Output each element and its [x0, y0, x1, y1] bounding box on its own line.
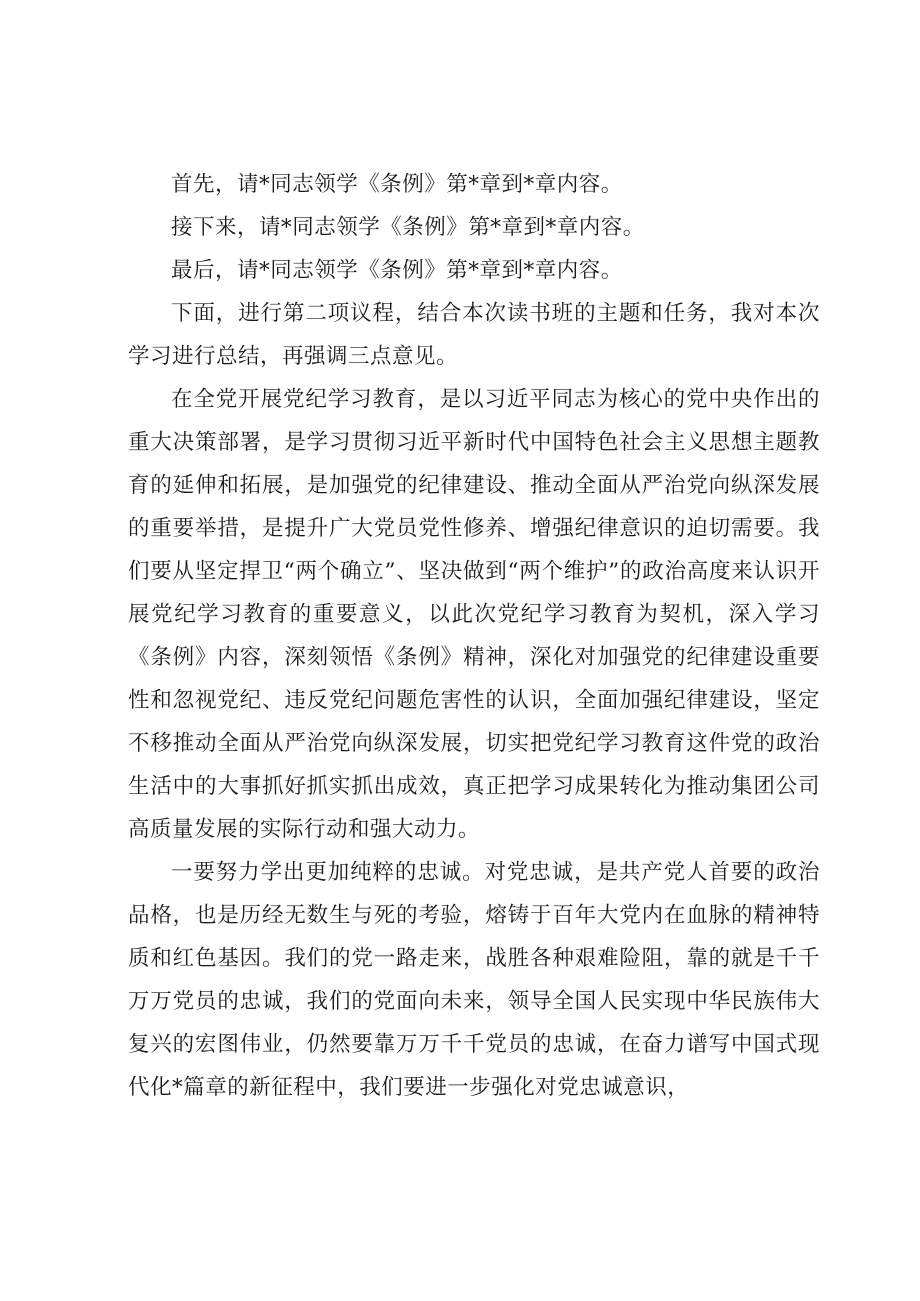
- paragraph-5: 在全党开展党纪学习教育，是以习近平同志为核心的党中央作出的重大决策部署，是学习贯彻习近平新时代中国特色社会主义思想主题教育的延伸和拓展，是加强党的纪律建设、推动全面从严治党向纵深发展的重要举措，是提升广大党员党性修养、增强纪律意识的迫切需要。我们要从坚定捍卫“两个确立”、坚决做到“两个维护”的政治高度来认识开展党纪学习教育的重要意义，以此次党纪学习教育为契机，深入学习《条例》内容，深刻领悟《条例》精神，深化对加强党的纪律建设重要性和忽视党纪、违反党纪问题危害性的认识，全面加强纪律建设，坚定不移推动全面从严治党向纵深发展，切实把党纪学习教育这件党的政治生活中的大事抓好抓实抓出成效，真正把学习成果转化为推动集团公司高质量发展的实际行动和强大动力。: [128, 387, 820, 842]
- paragraph-4: 下面，进行第二项议程，结合本次读书班的主题和任务，我对本次学习进行总结，再强调三点意见。: [128, 301, 820, 369]
- document-body: [128, 163, 820, 1109]
- paragraph-3: 最后，请*同志领学《条例》第*章到*章内容。: [171, 258, 623, 283]
- paragraph-1: 首先，请*同志领学《条例》第*章到*章内容。: [171, 172, 623, 197]
- paragraph-2: 接下来，请*同志领学《条例》第*章到*章内容。: [171, 215, 645, 240]
- paragraph-6: 一要努力学出更加纯粹的忠诚。对党忠诚，是共产党人首要的政治品格，也是历经无数生与死的考验，熔铸于百年大党内在血脉的精神特质和红色基因。我们的党一路走来，战胜各种艰难险阻，靠的就是千千万万党员的忠诚，我们的党面向未来，领导全国人民实现中华民族伟大复兴的宏图伟业，仍然要靠万万千千党员的忠诚，在奋力谱写中国式现代化*篇章的新征程中，我们要进一步强化对党忠诚意识，: [128, 860, 820, 1100]
